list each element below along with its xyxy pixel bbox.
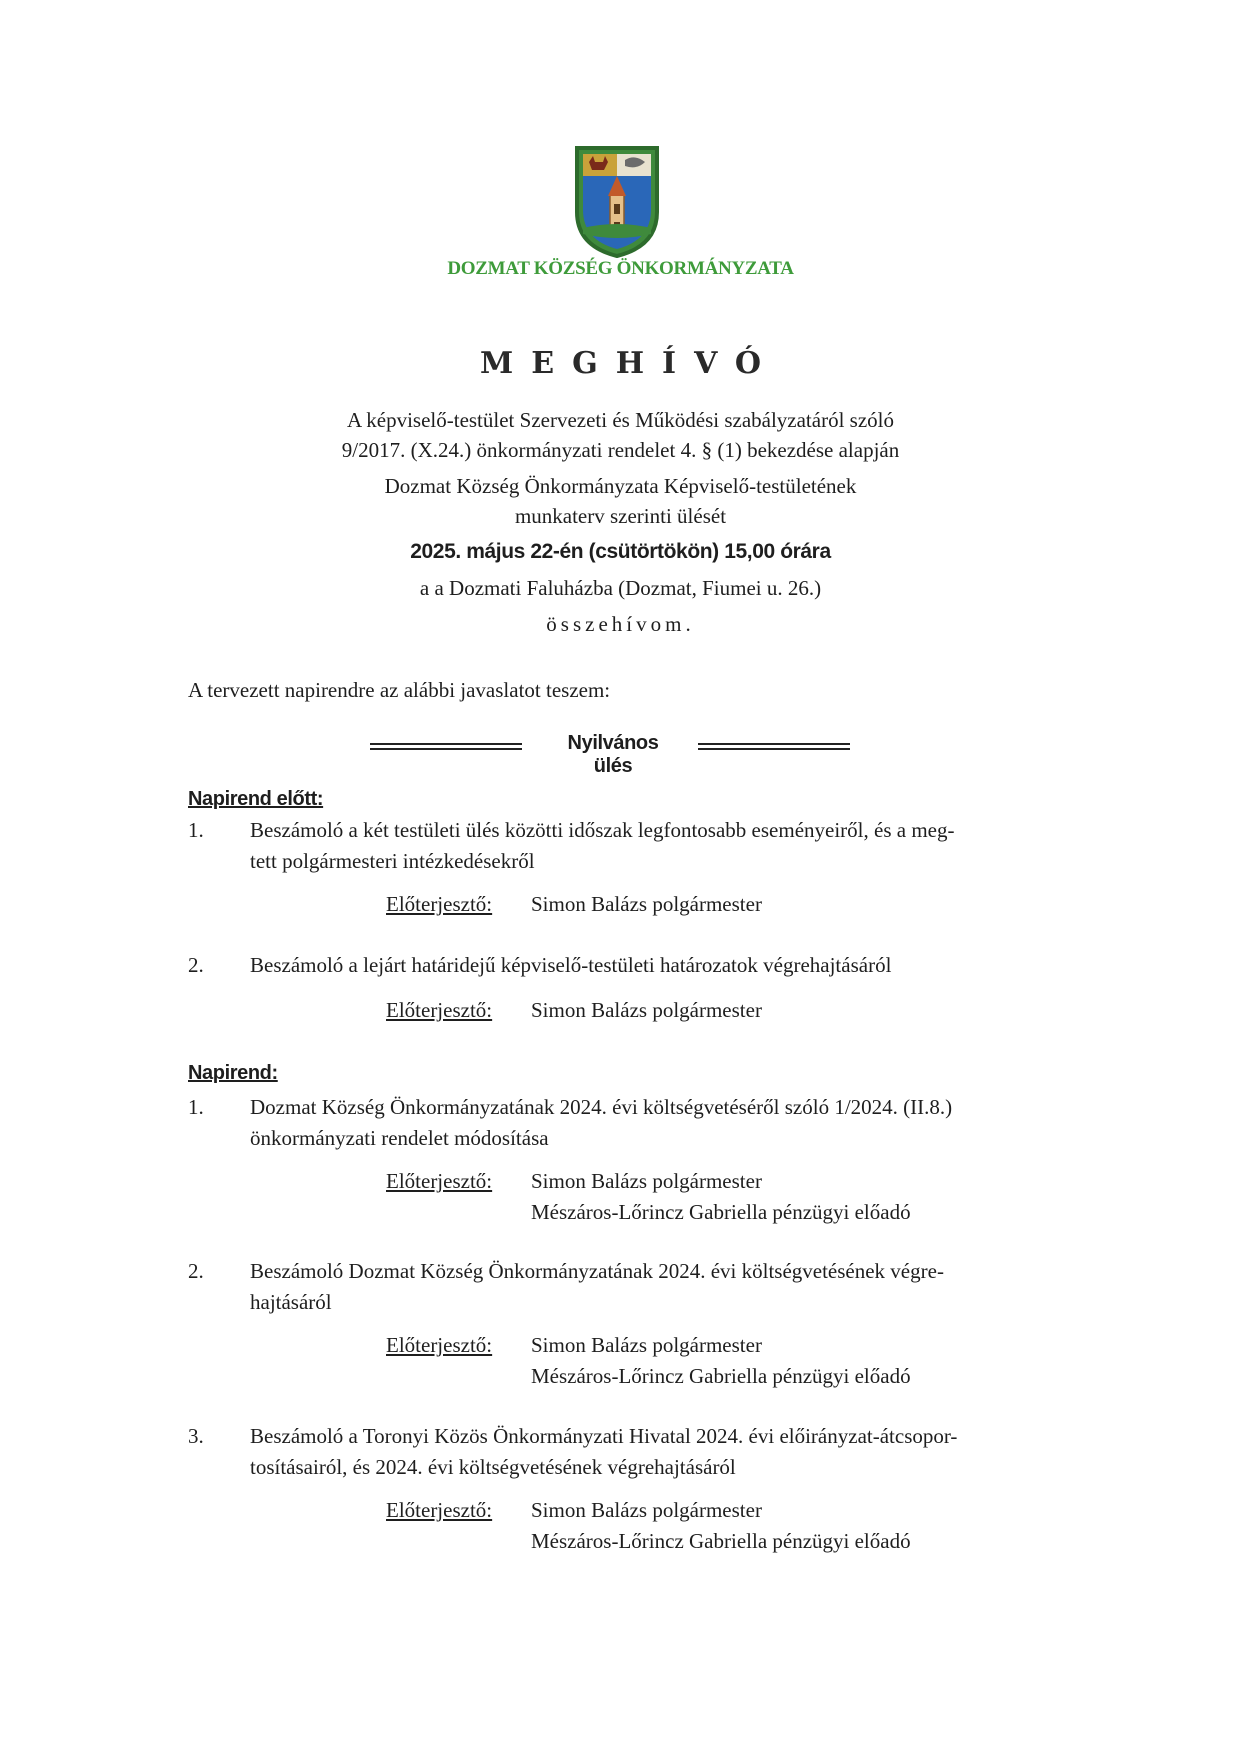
agenda-item: [188, 1421, 1058, 1485]
meeting-datetime: 2025. május 22-én (csütörtökön) 15,00 órára: [410, 540, 831, 563]
presenter-name: Simon Balázs polgármester: [531, 1333, 762, 1357]
agenda-lead: A tervezett napirendre az alábbi javaslatot teszem:: [188, 678, 611, 702]
presenter-name: Simon Balázs polgármester: [531, 892, 762, 916]
coat-of-arms-icon: [571, 142, 663, 260]
meeting-location: a a Dozmati Faluházba (Dozmat, Fiumei u. 26.): [419, 576, 822, 600]
agenda-item: [188, 815, 1058, 879]
presenter-name: Simon Balázs polgármester: [531, 998, 762, 1022]
divider-line: [698, 743, 850, 750]
agenda-item: [188, 1256, 1058, 1320]
intro-line: munkaterv szerinti ülését: [514, 504, 727, 528]
item-text: hajtásáról: [250, 1290, 332, 1314]
item-number: 1.: [188, 818, 204, 842]
item-text: Beszámoló a lejárt határidejű képviselő-testületi határozatok végrehajtásáról: [250, 953, 892, 977]
page-title: MEGHÍVÓ: [480, 346, 779, 381]
presenter-label: Előterjesztő:: [386, 998, 493, 1022]
presenter-name: Mészáros-Lőrincz Gabriella pénzügyi előadó: [531, 1200, 911, 1224]
item-number: 2.: [188, 1259, 204, 1283]
item-text: tett polgármesteri intézkedésekről: [250, 849, 535, 873]
public-session-label: Nyilvános ülés: [567, 732, 659, 777]
section-heading-before-agenda: Napirend előtt:: [188, 788, 324, 810]
presenter-name: Mészáros-Lőrincz Gabriella pénzügyi előadó: [531, 1364, 911, 1388]
presenter-label: Előterjesztő:: [386, 892, 493, 916]
item-text: önkormányzati rendelet módosítása: [250, 1126, 549, 1150]
agenda-item: [188, 1092, 1058, 1156]
org-name: DOZMAT KÖZSÉG ÖNKORMÁNYZATA: [447, 258, 794, 279]
presenter-label: Előterjesztő:: [386, 1169, 493, 1193]
section-heading-agenda: Napirend:: [188, 1062, 278, 1084]
item-number: 2.: [188, 953, 204, 977]
item-text: Beszámoló a két testületi ülés közötti időszak legfontosabb eseményeiről, és a meg-: [250, 818, 955, 842]
item-text: tosításairól, és 2024. évi költségvetésének végrehajtásáról: [250, 1455, 736, 1479]
agenda-item: [188, 950, 1058, 982]
intro-line: A képviselő-testület Szervezeti és Működési szabályzatáról szóló: [347, 408, 894, 432]
intro-line: 9/2017. (X.24.) önkormányzati rendelet 4. § (1) bekezdése alapján: [341, 438, 900, 462]
intro-line: Dozmat Község Önkormányzata Képviselő-testületének: [384, 474, 857, 498]
public-session-divider: [368, 732, 848, 777]
presenter-name: Simon Balázs polgármester: [531, 1169, 762, 1193]
divider-line: [370, 743, 522, 750]
item-text: Beszámoló a Toronyi Közös Önkormányzati Hivatal 2024. évi előirányzat-átcsopor-: [250, 1424, 958, 1448]
item-text: Beszámoló Dozmat Község Önkormányzatának 2024. évi költségvetésének végre-: [250, 1259, 944, 1283]
item-number: 3.: [188, 1424, 204, 1448]
presenter-label: Előterjesztő:: [386, 1333, 493, 1357]
convene-text: összehívom.: [546, 612, 695, 636]
presenter-name: Simon Balázs polgármester: [531, 1498, 762, 1522]
item-text: Dozmat Község Önkormányzatának 2024. évi költségvetéséről szóló 1/2024. (II.8.): [250, 1095, 953, 1119]
presenter-name: Mészáros-Lőrincz Gabriella pénzügyi előadó: [531, 1529, 911, 1553]
item-number: 1.: [188, 1095, 204, 1119]
presenter-label: Előterjesztő:: [386, 1498, 493, 1522]
